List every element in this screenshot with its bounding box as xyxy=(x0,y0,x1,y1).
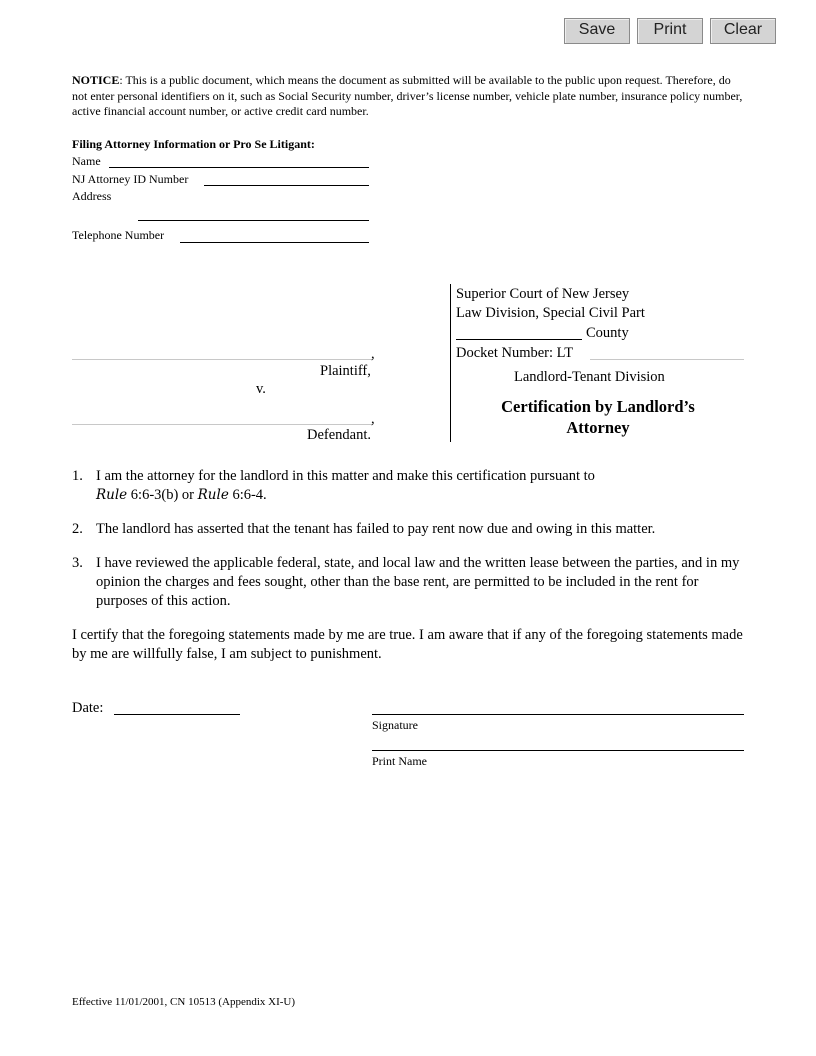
item-text: The landlord has asserted that the tenant has failed to pay rent now due and owing in this matter. xyxy=(96,521,656,537)
notice-label: NOTICE xyxy=(72,73,120,87)
address-label: Address xyxy=(72,189,112,203)
notice-paragraph xyxy=(72,73,744,120)
docket-number-field[interactable] xyxy=(590,359,744,360)
versus-label: v. xyxy=(256,381,266,397)
docket-label: Docket Number: LT xyxy=(456,345,574,361)
item-number: 2. xyxy=(72,521,83,537)
defendant-comma: , xyxy=(371,411,375,427)
item-text: I have reviewed the applicable federal, state, and local law and the written lease between the parties, and in my opinion the charges and fees sought, other than the base rent, are permitted to be included in the rent for purposes of this action. xyxy=(96,555,740,609)
name-field[interactable] xyxy=(109,167,369,168)
list-item xyxy=(72,520,752,539)
save-button[interactable]: Save xyxy=(564,18,630,44)
rule-citation: Rule xyxy=(197,487,229,503)
plaintiff-label: Plaintiff, xyxy=(320,363,371,379)
defendant-field[interactable] xyxy=(72,424,372,425)
item-text: 6:6-4. xyxy=(232,487,267,503)
footer-text: Effective 11/01/2001, CN 10513 (Appendix XI-U) xyxy=(72,996,296,1008)
list-item xyxy=(72,554,744,611)
print-name-field[interactable] xyxy=(372,750,744,751)
item-text: 6:6-3(b) or xyxy=(130,487,195,503)
address-field[interactable] xyxy=(138,220,369,221)
county-field[interactable] xyxy=(456,339,582,340)
signature-field[interactable] xyxy=(372,714,744,715)
print-name-label: Print Name xyxy=(372,754,427,768)
plaintiff-comma: , xyxy=(371,346,375,362)
attorney-id-label: NJ Attorney ID Number xyxy=(72,172,189,186)
telephone-label: Telephone Number xyxy=(72,228,165,242)
list-item xyxy=(72,467,752,505)
county-label: County xyxy=(586,325,629,341)
defendant-label: Defendant. xyxy=(307,427,372,443)
certification-statement: I certify that the foregoing statements made by me are true. I am aware that if any of the foregoing statements made by me are willfully false, I am subject to punishment. xyxy=(72,627,743,662)
name-label: Name xyxy=(72,154,101,168)
notice-text: : This is a public document, which means the document as submitted will be available to the public upon request. Therefore, do not enter personal identifiers on it, such as Social Security number, driver’s license number, vehicle plate number, insurance policy number, active financial account number, or active credit card number. xyxy=(72,73,743,118)
filing-heading: Filing Attorney Information or Pro Se Litigant: xyxy=(72,137,315,151)
rule-citation: Rule xyxy=(96,487,128,503)
landlord-tenant-division: Landlord-Tenant Division xyxy=(514,369,665,385)
caption-divider xyxy=(450,284,451,442)
print-button[interactable]: Print xyxy=(637,18,703,44)
document-title-line1: Certification by Landlord’s xyxy=(501,397,695,416)
date-field[interactable] xyxy=(114,714,240,715)
attorney-id-field[interactable] xyxy=(204,185,369,186)
telephone-field[interactable] xyxy=(180,242,369,243)
clear-button[interactable]: Clear xyxy=(710,18,776,44)
item-number: 3. xyxy=(72,555,83,571)
document-title-line2: Attorney xyxy=(566,418,630,437)
document-title xyxy=(456,396,740,438)
court-name: Superior Court of New Jersey xyxy=(456,286,630,302)
signature-label: Signature xyxy=(372,718,418,732)
plaintiff-field[interactable] xyxy=(72,359,372,360)
item-text: I am the attorney for the landlord in this matter and make this certification pursuant to xyxy=(96,468,595,484)
court-division: Law Division, Special Civil Part xyxy=(456,305,645,321)
item-number: 1. xyxy=(72,468,83,484)
date-label: Date: xyxy=(72,700,104,716)
